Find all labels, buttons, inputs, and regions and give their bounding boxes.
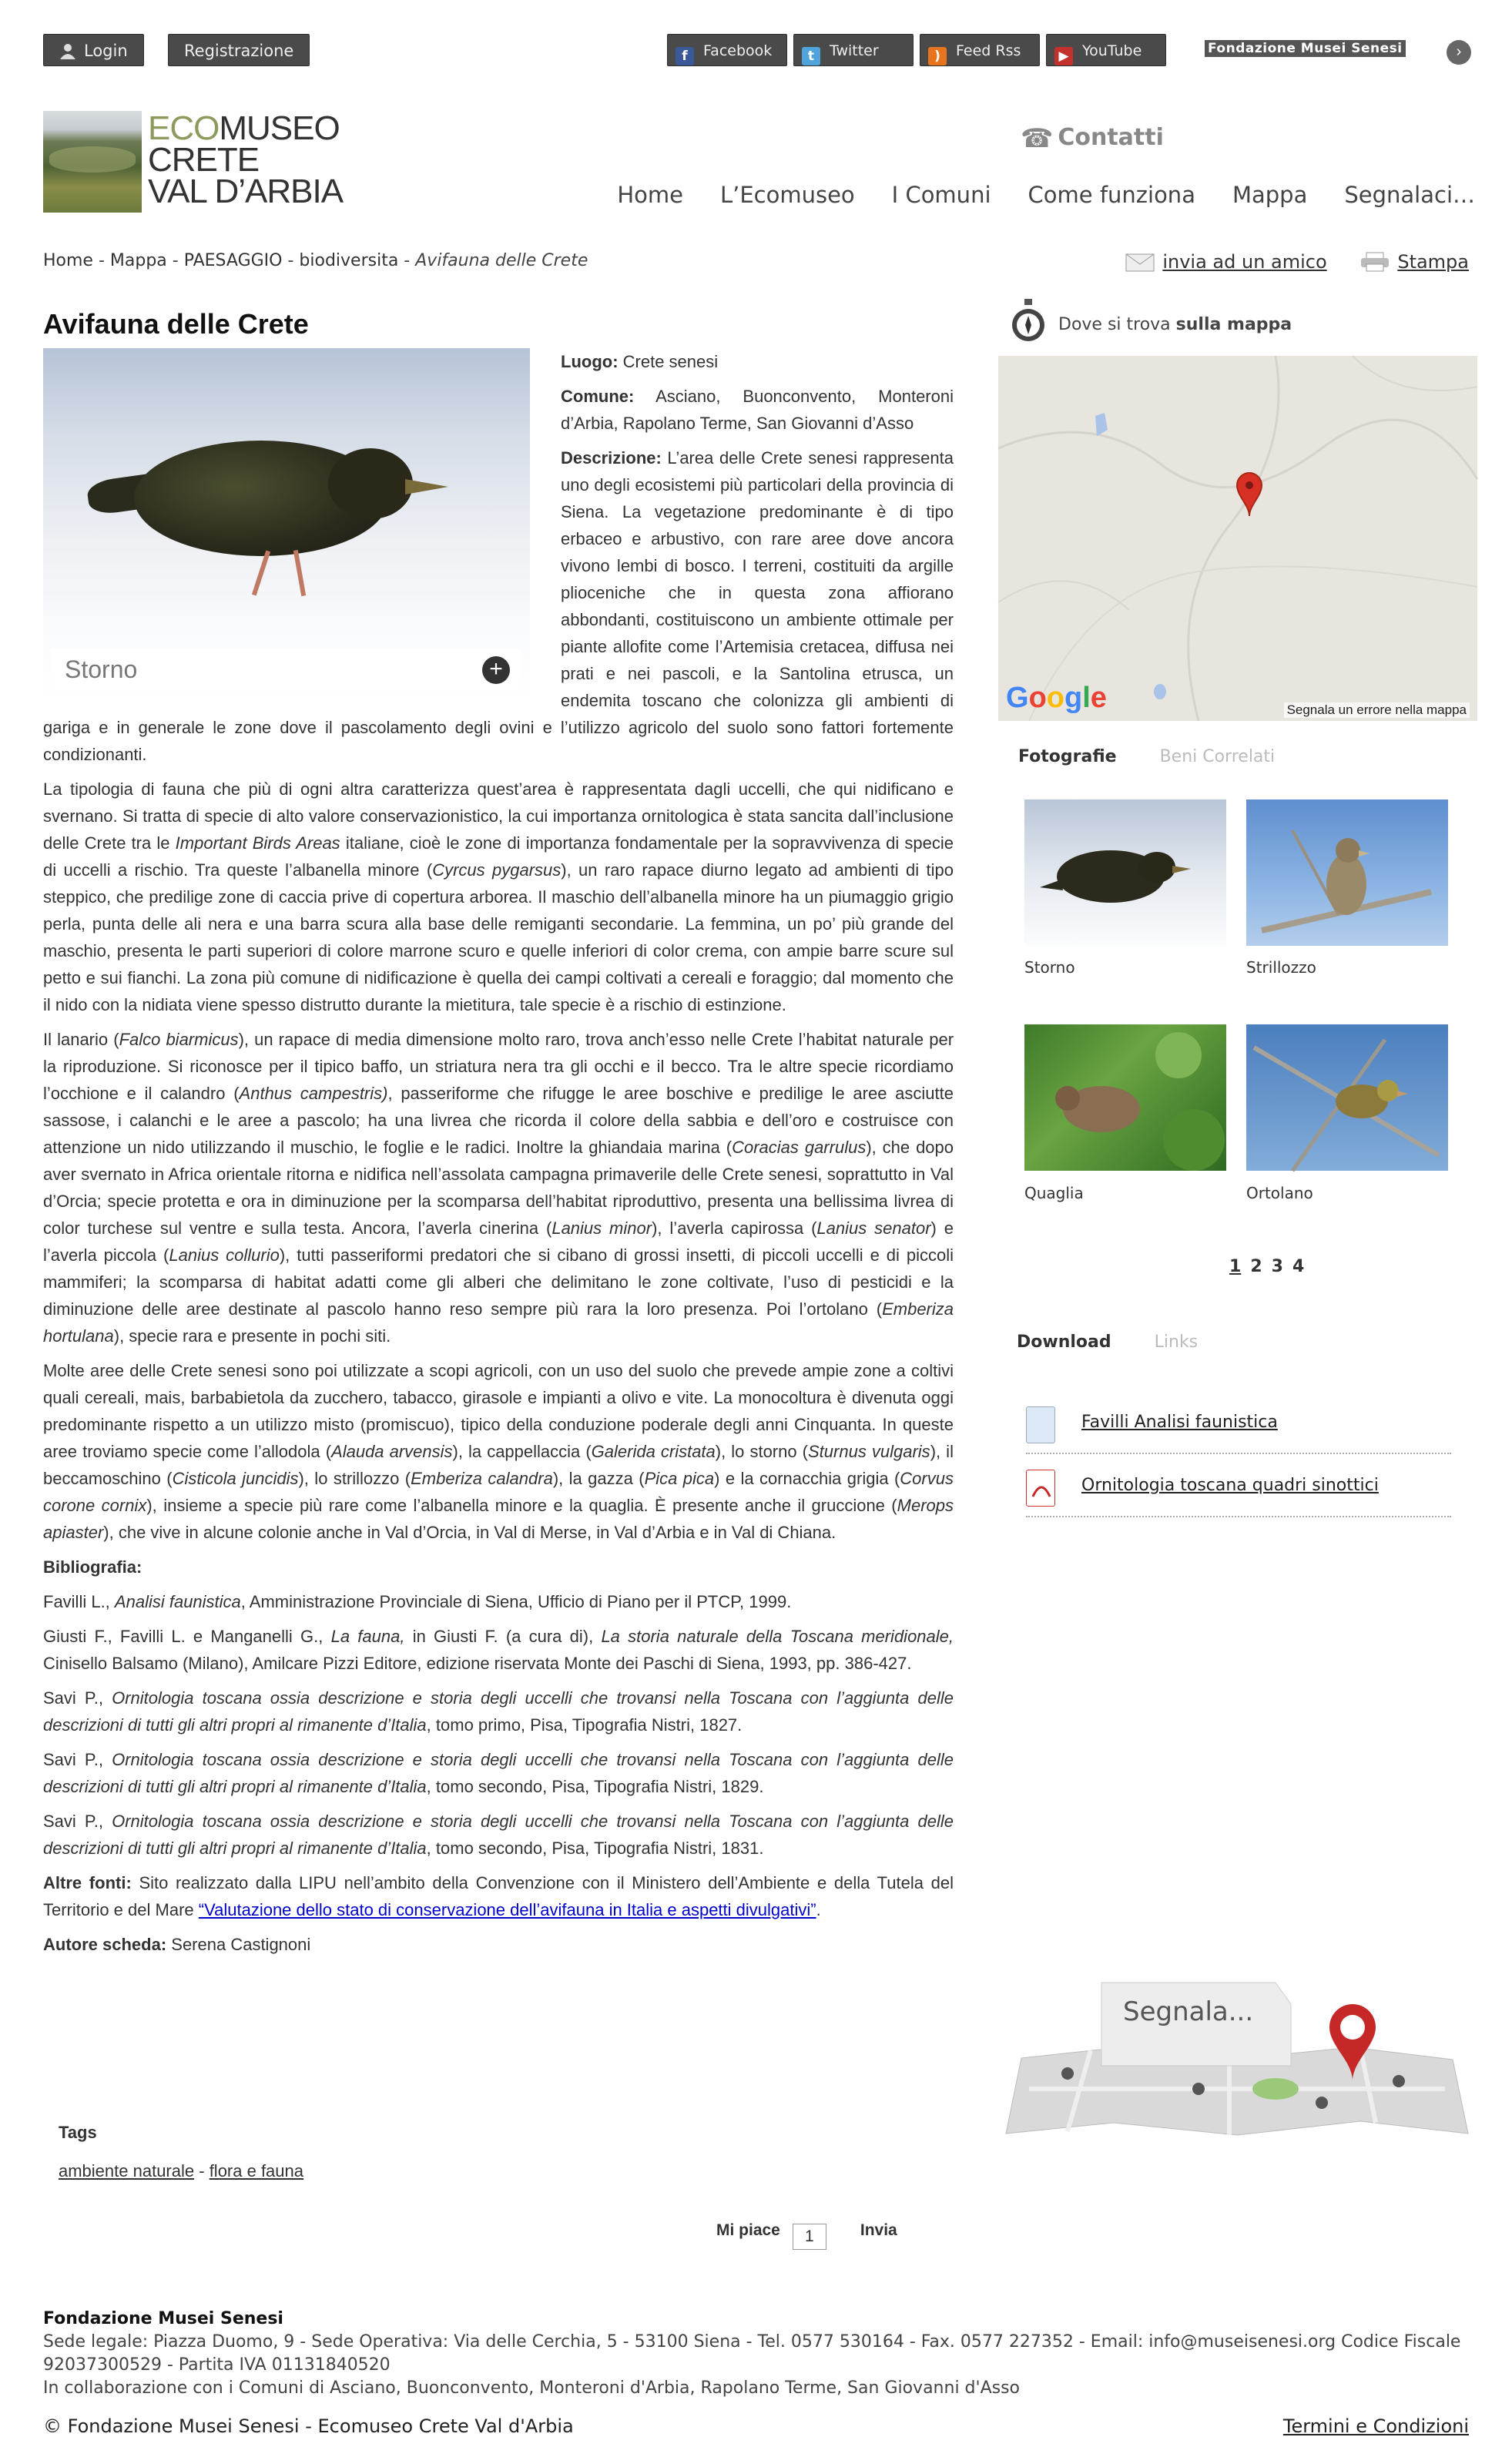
social-actions [716, 2221, 897, 2250]
biblio-item [43, 1684, 954, 1738]
page-link[interactable]: 3 [1271, 1257, 1283, 1276]
logo-eco: ECO [148, 109, 220, 147]
text: Molte aree delle Crete senesi sono poi utilizzate a scopi agricoli, con un uso del suolo che prevede ampie zone a coltivi quali cereali, mais, barbabietola da zucchero, tabacco, girasole e impianti a olivo e vite. La monocoltura è divenuta oggi predominante rispetto a un utilizzo misto (promiscuo), tipico della conduzione poderale degli anni Cinquanta. In queste aree troviamo specie come l’allodola ( [43, 1361, 954, 1461]
logo-line3: VAL D’ARBIA [148, 173, 344, 210]
footer-address: Sede legale: Piazza Duomo, 9 - Sede Operativa: Via delle Cerchia, 5 - 53100 Siena - Tel. 0577 530164 - Fax. 0577 227352 - Email: info@museisenesi.org Codice Fiscale 92037300529 - Partita IVA 01131840520 [43, 2332, 1461, 2375]
text: ), che dopo aver svernato in Africa orientale ritorna e nidifica nell’assolata campagna primaverile delle Crete senesi, soprattutto in Val d’Orcia; specie protetta e ora in diminuzione per la scomparsa dell’habitat riproduttivo, presenta una bellissima livrea di color turchese sul ventre e sulla testa. Ancora, l’averla cinerina ( [43, 1138, 954, 1238]
tab-beni-correlati[interactable]: Beni Correlati [1159, 747, 1276, 766]
send-button[interactable]: Invia [860, 2221, 897, 2239]
like-count: 1 [793, 2224, 826, 2250]
plus-icon[interactable]: + [482, 656, 510, 684]
photo-tabs [1018, 747, 1275, 766]
strillozzo-thumb-art [1246, 799, 1448, 946]
breadcrumb [43, 251, 588, 270]
photo-thumb-quaglia[interactable] [1024, 1024, 1226, 1171]
comune-label: Comune: [561, 387, 635, 406]
like-button[interactable]: Mi piace [716, 2221, 780, 2239]
rss-button[interactable] [920, 34, 1040, 66]
terms-link[interactable]: Termini e Condizioni [1282, 2415, 1469, 2437]
nav-home[interactable]: Home [617, 182, 683, 208]
text-italic: Lanius senator [816, 1218, 931, 1238]
fondazione-link[interactable]: Fondazione Musei Senesi [1205, 40, 1406, 57]
map-heading-bold: sulla mappa [1175, 315, 1292, 334]
fonti-link[interactable]: “Valutazione dello stato di conservazione dell’avifauna in Italia e aspetti divulgativi” [198, 1900, 816, 1919]
contatti-link[interactable] [1021, 123, 1164, 154]
photo-caption-text: Storno [65, 655, 138, 683]
compass-icon [1011, 299, 1046, 345]
text-italic: Corvus corone cornix [43, 1469, 954, 1515]
text: Savi P., [43, 1812, 112, 1831]
luogo-value: Crete senesi [618, 352, 719, 371]
text: , tomo secondo, Pisa, Tipografia Nistri, 1831. [426, 1839, 764, 1858]
tags-section [59, 2123, 303, 2181]
altre-fonti-label: Altre fonti: [43, 1873, 132, 1892]
descrizione-label: Descrizione: [561, 448, 662, 468]
nav-ecomuseo[interactable]: L’Ecomuseo [719, 182, 855, 208]
rss-label: Feed Rss [956, 42, 1021, 59]
google-letter: G [1006, 682, 1029, 714]
quaglia-thumb-art [1024, 1024, 1226, 1171]
text: Savi P., [43, 1688, 112, 1708]
photo-thumb-ortolano[interactable] [1246, 1024, 1448, 1171]
tab-fotografie[interactable]: Fotografie [1018, 747, 1117, 766]
comune-value: Asciano, Buonconvento, Monteroni d’Arbia, Rapolano Terme, San Giovanni d’Asso [561, 387, 954, 433]
map-heading-text: Dove si trova [1058, 315, 1176, 334]
breadcrumb-sep: - [398, 251, 416, 270]
tag-sep: - [194, 2161, 210, 2181]
login-label: Login [84, 42, 128, 60]
text-italic: Cyrcus pygarsus [432, 860, 562, 880]
download-link[interactable]: Favilli Analisi faunistica [1081, 1413, 1278, 1432]
footer [43, 2308, 1476, 2400]
text-italic: Galerida cristata [591, 1442, 716, 1461]
nav-comuni[interactable]: I Comuni [891, 182, 991, 208]
breadcrumb-biodiversita[interactable]: biodiversita [299, 251, 399, 270]
text: , tomo secondo, Pisa, Tipografia Nistri, 1829. [426, 1777, 764, 1796]
luogo-label: Luogo: [561, 352, 619, 371]
text: , Amministrazione Provinciale di Siena, Ufficio di Piano per il PTCP, 1999. [240, 1592, 792, 1611]
text-italic: Ornitologia toscana ossia descrizione e storia degli uccelli che trovansi nella Toscana con l’aggiunta delle descrizioni di tutti gli altri propri al rimanente d’Italia [43, 1812, 954, 1858]
google-letter: o [1028, 682, 1047, 714]
bird-head [328, 448, 413, 519]
twitter-button[interactable] [793, 34, 914, 66]
text: Cinisello Balsamo (Milano), Amilcare Pizzi Editore, edizione riservata Monte dei Paschi di Siena, 1993, pp. 386-427. [43, 1654, 912, 1673]
logo-text[interactable] [148, 109, 344, 210]
youtube-button[interactable] [1046, 34, 1166, 66]
text-italic: Falco biarmicus [119, 1030, 239, 1049]
logo-image[interactable] [43, 111, 142, 213]
text: Savi P., [43, 1750, 112, 1769]
text-italic: Lanius collurio [169, 1245, 280, 1265]
paragraph-2 [43, 776, 954, 1018]
text: Favilli L., [43, 1592, 115, 1611]
text: ) e la cornacchia grigia ( [714, 1469, 900, 1488]
tab-links[interactable]: Links [1154, 1332, 1199, 1352]
download-item[interactable] [1026, 1393, 1451, 1454]
autore-value: Serena Castignoni [166, 1935, 311, 1954]
storno-thumb-art [1024, 799, 1226, 946]
send-to-friend-link[interactable] [1125, 251, 1326, 273]
logo-museo: MUSEO [219, 109, 340, 147]
page-link[interactable]: 1 [1229, 1257, 1242, 1276]
text: italiane, cioè le zone di importanza fondamentale per la sopravvivenza di specie di uccelli a rischio. Tra queste l’albanella minore ( [43, 833, 954, 880]
biblio-item [43, 1746, 954, 1800]
logo-line2: CRETE [148, 141, 260, 179]
photo-pager [1229, 1257, 1313, 1276]
text-italic: Lanius minor [551, 1218, 652, 1238]
breadcrumb-sep: - [282, 251, 300, 270]
nav-segnalaci[interactable]: Segnalaci… [1344, 182, 1475, 208]
download-tabs [1017, 1332, 1198, 1352]
nav-mappa[interactable]: Mappa [1232, 182, 1308, 208]
login-button[interactable] [43, 34, 144, 66]
envelope-icon [1125, 252, 1155, 272]
text: ), la cappellaccia ( [452, 1442, 592, 1461]
tag-link[interactable]: flora e fauna [209, 2161, 303, 2181]
facebook-label: Facebook [703, 42, 773, 59]
paragraph-3 [43, 1026, 954, 1349]
tag-link[interactable]: ambiente naturale [59, 2161, 195, 2181]
text: ), che vive in alcune colonie anche in Val d’Orcia, in Val di Merse, in Val d’Arbia e in Val di Chiana. [103, 1523, 836, 1542]
download-item[interactable] [1026, 1456, 1451, 1517]
text-italic: Emberiza hortulana [43, 1299, 954, 1346]
paragraph-4 [43, 1357, 954, 1546]
phone-icon: ☎ [1021, 123, 1054, 154]
page-title: Avifauna delle Crete [43, 308, 309, 340]
text: ), un raro rapace diurno legato ad ambienti di tipo steppico, che predilige zone di caccia prive di copertura arborea. Il maschio dell’albanella minore ha un piumaggio grigio perla, punta delle ali nera e una barra scura alla base delle remiganti secondarie. La femmina, un po’ più grande del maschio, presenta le parti superiori di colore marrone scuro e quelle inferiori di color crema, con ampie barre scure sul petto e sui fianchi. La zona più comune di nidificazione è quella dei campi coltivati a cereali e foraggio; dal momento che il nido con la nidiata viene spesso distrutto durante la mietitura, tale specie è a rischio di estinzione. [43, 860, 954, 1014]
text: ), l’averla capirossa ( [652, 1218, 817, 1238]
google-letter: e [1090, 682, 1107, 714]
footer-collab: In collaborazione con i Comuni di Asciano, Buonconvento, Monteroni d'Arbia, Rapolano Terme, San Giovanni d'Asso [43, 2378, 1020, 2398]
text: Sito realizzato dalla LIPU nell’ambito della Convenzione con il Ministero dell’Ambiente e della Tutela del Territorio e del Mare [43, 1873, 954, 1919]
breadcrumb-current: Avifauna delle Crete [415, 251, 588, 270]
text: ), specie rara e presente in pochi siti. [113, 1326, 391, 1346]
footer-org: Fondazione Musei Senesi [43, 2309, 283, 2328]
page-link[interactable]: 2 [1250, 1257, 1262, 1276]
biblio-item [43, 1808, 954, 1862]
print-link[interactable] [1360, 251, 1469, 273]
text: ), un rapace di media dimensione molto raro, trova anch’esso nelle Crete l’habitat naturale per la riproduzione. Si riconosce per il tipico baffo, un striatura nera tra gli occhi e il becco. Tra le altre specie ricordiamo l’occhione e il calandro ( [43, 1030, 954, 1103]
bird-leg [293, 550, 306, 596]
text: ), tutti passeriformi predatori che si cibano di grossi insetti, di piccoli uccelli e di piccoli mammiferi; la scomparsa di habitat adatti come gli alberi che delimitano le zone coltivate, l’uso di pesticidi e la diminuzione delle aree destinate al pascolo hanno reso sempre più rara la loro presenza. Poi l’ortolano ( [43, 1245, 954, 1319]
text: , passeriforme che rifugge le aree boschive e predilige le aree asciutte sassose, i calanchi e le aree a pascolo; ha una livrea che ricorda il colore della sabbia e dell’oro e costruisce con attenzione un nido utilizzando il muschio, le foglie e le radici. Inoltre la ghiandaia marina ( [43, 1084, 954, 1157]
text-italic: Coracias garrulus [732, 1138, 867, 1157]
map-heading [1011, 299, 1292, 345]
twitter-label: Twitter [830, 42, 879, 59]
text-italic: Analisi faunistica [114, 1592, 241, 1611]
text-italic: La fauna, [330, 1627, 405, 1646]
photo-caption-strillozzo: Strillozzo [1246, 958, 1316, 977]
breadcrumb-sep: - [92, 251, 110, 270]
bird-leg [252, 551, 270, 596]
bird-beak [405, 479, 448, 494]
breadcrumb-paesaggio[interactable]: PAESAGGIO [183, 251, 283, 270]
text-italic: Emberiza calandra [411, 1469, 553, 1488]
text-italic: Cisticola juncidis [172, 1469, 299, 1488]
text: ), lo strillozzo ( [298, 1469, 411, 1488]
biblio-item [43, 1588, 954, 1615]
map-tiles [998, 356, 1477, 721]
send-to-friend-label: invia ad un amico [1162, 251, 1327, 273]
google-logo [1006, 682, 1107, 715]
text: in Giusti F. (a cura di), [404, 1627, 602, 1646]
copyright: © Fondazione Musei Senesi - Ecomuseo Crete Val d'Arbia [43, 2415, 574, 2437]
photo-thumb-strillozzo[interactable] [1246, 799, 1448, 946]
document-icon [1026, 1406, 1055, 1443]
arrow-right-icon[interactable]: › [1447, 40, 1471, 65]
main-nav [580, 182, 1475, 208]
top-bar [43, 34, 1469, 69]
tags-title: Tags [59, 2123, 97, 2142]
facebook-button[interactable] [667, 34, 787, 66]
article-body [43, 348, 954, 1966]
page-link[interactable]: 4 [1292, 1257, 1305, 1276]
ortolano-thumb-art [1246, 1024, 1448, 1171]
text-italic: Merops apiaster [43, 1496, 954, 1542]
text: ), il beccamoschino ( [43, 1442, 954, 1488]
text-italic: Pica pica [644, 1469, 715, 1488]
bibliografia-label: Bibliografia: [43, 1557, 142, 1577]
text: Il lanario ( [43, 1030, 119, 1049]
youtube-icon: ▶ [1054, 47, 1073, 65]
register-button[interactable] [168, 34, 310, 66]
text: ), insieme a specie più rare come l’albanella minore e la quaglia. È presente anche il gruccione ( [146, 1496, 897, 1515]
biblio-item [43, 1623, 954, 1677]
photo-caption-storno: Storno [1024, 958, 1075, 977]
altre-fonti [43, 1869, 954, 1923]
twitter-icon: t [802, 47, 820, 65]
main-photo[interactable] [43, 348, 530, 701]
pdf-icon [1026, 1470, 1055, 1507]
autore-label: Autore scheda: [43, 1935, 167, 1954]
facebook-icon: f [676, 47, 694, 65]
rss-icon: ) [928, 47, 947, 65]
contatti-label: Contatti [1058, 124, 1164, 151]
segnala-label: Segnala... [1123, 1996, 1254, 2027]
text: La tipologia di fauna che più di ogni altra caratterizza quest’area è rappresentata dagli uccelli, che qui nidificano e svernano. Si tratta di specie di alto valore conservazionistico, la cui importanza ornitologica è stata sancita dall’inclusione delle Crete tra le [43, 779, 954, 853]
user-icon [59, 38, 76, 55]
segnala-banner[interactable] [998, 1973, 1476, 2146]
page-tools [1098, 251, 1469, 273]
google-letter: g [1064, 682, 1083, 714]
text: Giusti F., Favilli L. e Manganelli G., [43, 1627, 331, 1646]
google-letter: l [1082, 682, 1091, 714]
register-label: Registrazione [184, 42, 294, 60]
printer-icon [1360, 252, 1390, 272]
photo-caption [51, 649, 521, 690]
google-letter: o [1046, 682, 1064, 714]
text-italic: Anthus campestris) [239, 1084, 388, 1103]
text-italic: La storia naturale della Toscana meridionale, [601, 1627, 954, 1646]
youtube-label: YouTube [1082, 42, 1142, 59]
download-link[interactable]: Ornitologia toscana quadri sinottici [1081, 1476, 1379, 1495]
map-widget[interactable] [998, 356, 1477, 721]
photo-caption-quaglia: Quaglia [1024, 1184, 1084, 1202]
photo-caption-ortolano: Ortolano [1246, 1184, 1313, 1202]
descrizione-text: L’area delle Crete senesi rappresenta uno degli ecosistemi più particolari della provincia di Siena. La vegetazione predominante è di tipo erbaceo e arbustivo, con rare aree dove ancora vivono lembi di bosco. I terreni, costituiti da argille plioceniche che in questa zona affiorano abbondanti, costituiscono un ambiente ottimale per piante allofite come l’Artemisia cretacea, diffusa nei prati e nei pascoli, e la Santolina etrusca, un endemita toscano che colonizza gli ambienti di gariga e in generale le zone dove il pascolamento degli ovini e l’utilizzo agricolo del suolo sono fattori fortemente condizionanti. [43, 448, 954, 764]
text-italic: Ornitologia toscana ossia descrizione e storia degli uccelli che trovansi nella Toscana con l’aggiunta delle descrizioni di tutti gli altri propri al rimanente d’Italia [43, 1688, 954, 1735]
breadcrumb-home[interactable]: Home [43, 251, 93, 270]
nav-come-funziona[interactable]: Come funziona [1028, 182, 1195, 208]
text: ), lo storno ( [715, 1442, 808, 1461]
text: . [816, 1900, 821, 1919]
text: ), la gazza ( [552, 1469, 645, 1488]
text: ) e l’averla piccola ( [43, 1218, 954, 1265]
photo-thumb-storno[interactable] [1024, 799, 1226, 946]
breadcrumb-sep: - [166, 251, 184, 270]
map-error-link[interactable]: Segnala un errore nella mappa [1284, 702, 1470, 718]
text-italic: Sturnus vulgaris [808, 1442, 930, 1461]
breadcrumb-mappa[interactable]: Mappa [109, 251, 167, 270]
autore [43, 1931, 954, 1958]
text-italic: Alauda arvensis [331, 1442, 453, 1461]
text-italic: Important Birds Areas [175, 833, 340, 853]
tab-download[interactable]: Download [1017, 1332, 1111, 1352]
text-italic: Ornitologia toscana ossia descrizione e storia degli uccelli che trovansi nella Toscana con l’aggiunta delle descrizioni di tutti gli altri propri al rimanente d’Italia [43, 1750, 954, 1796]
print-label: Stampa [1397, 251, 1469, 273]
text: , tomo primo, Pisa, Tipografia Nistri, 1827. [426, 1715, 743, 1735]
